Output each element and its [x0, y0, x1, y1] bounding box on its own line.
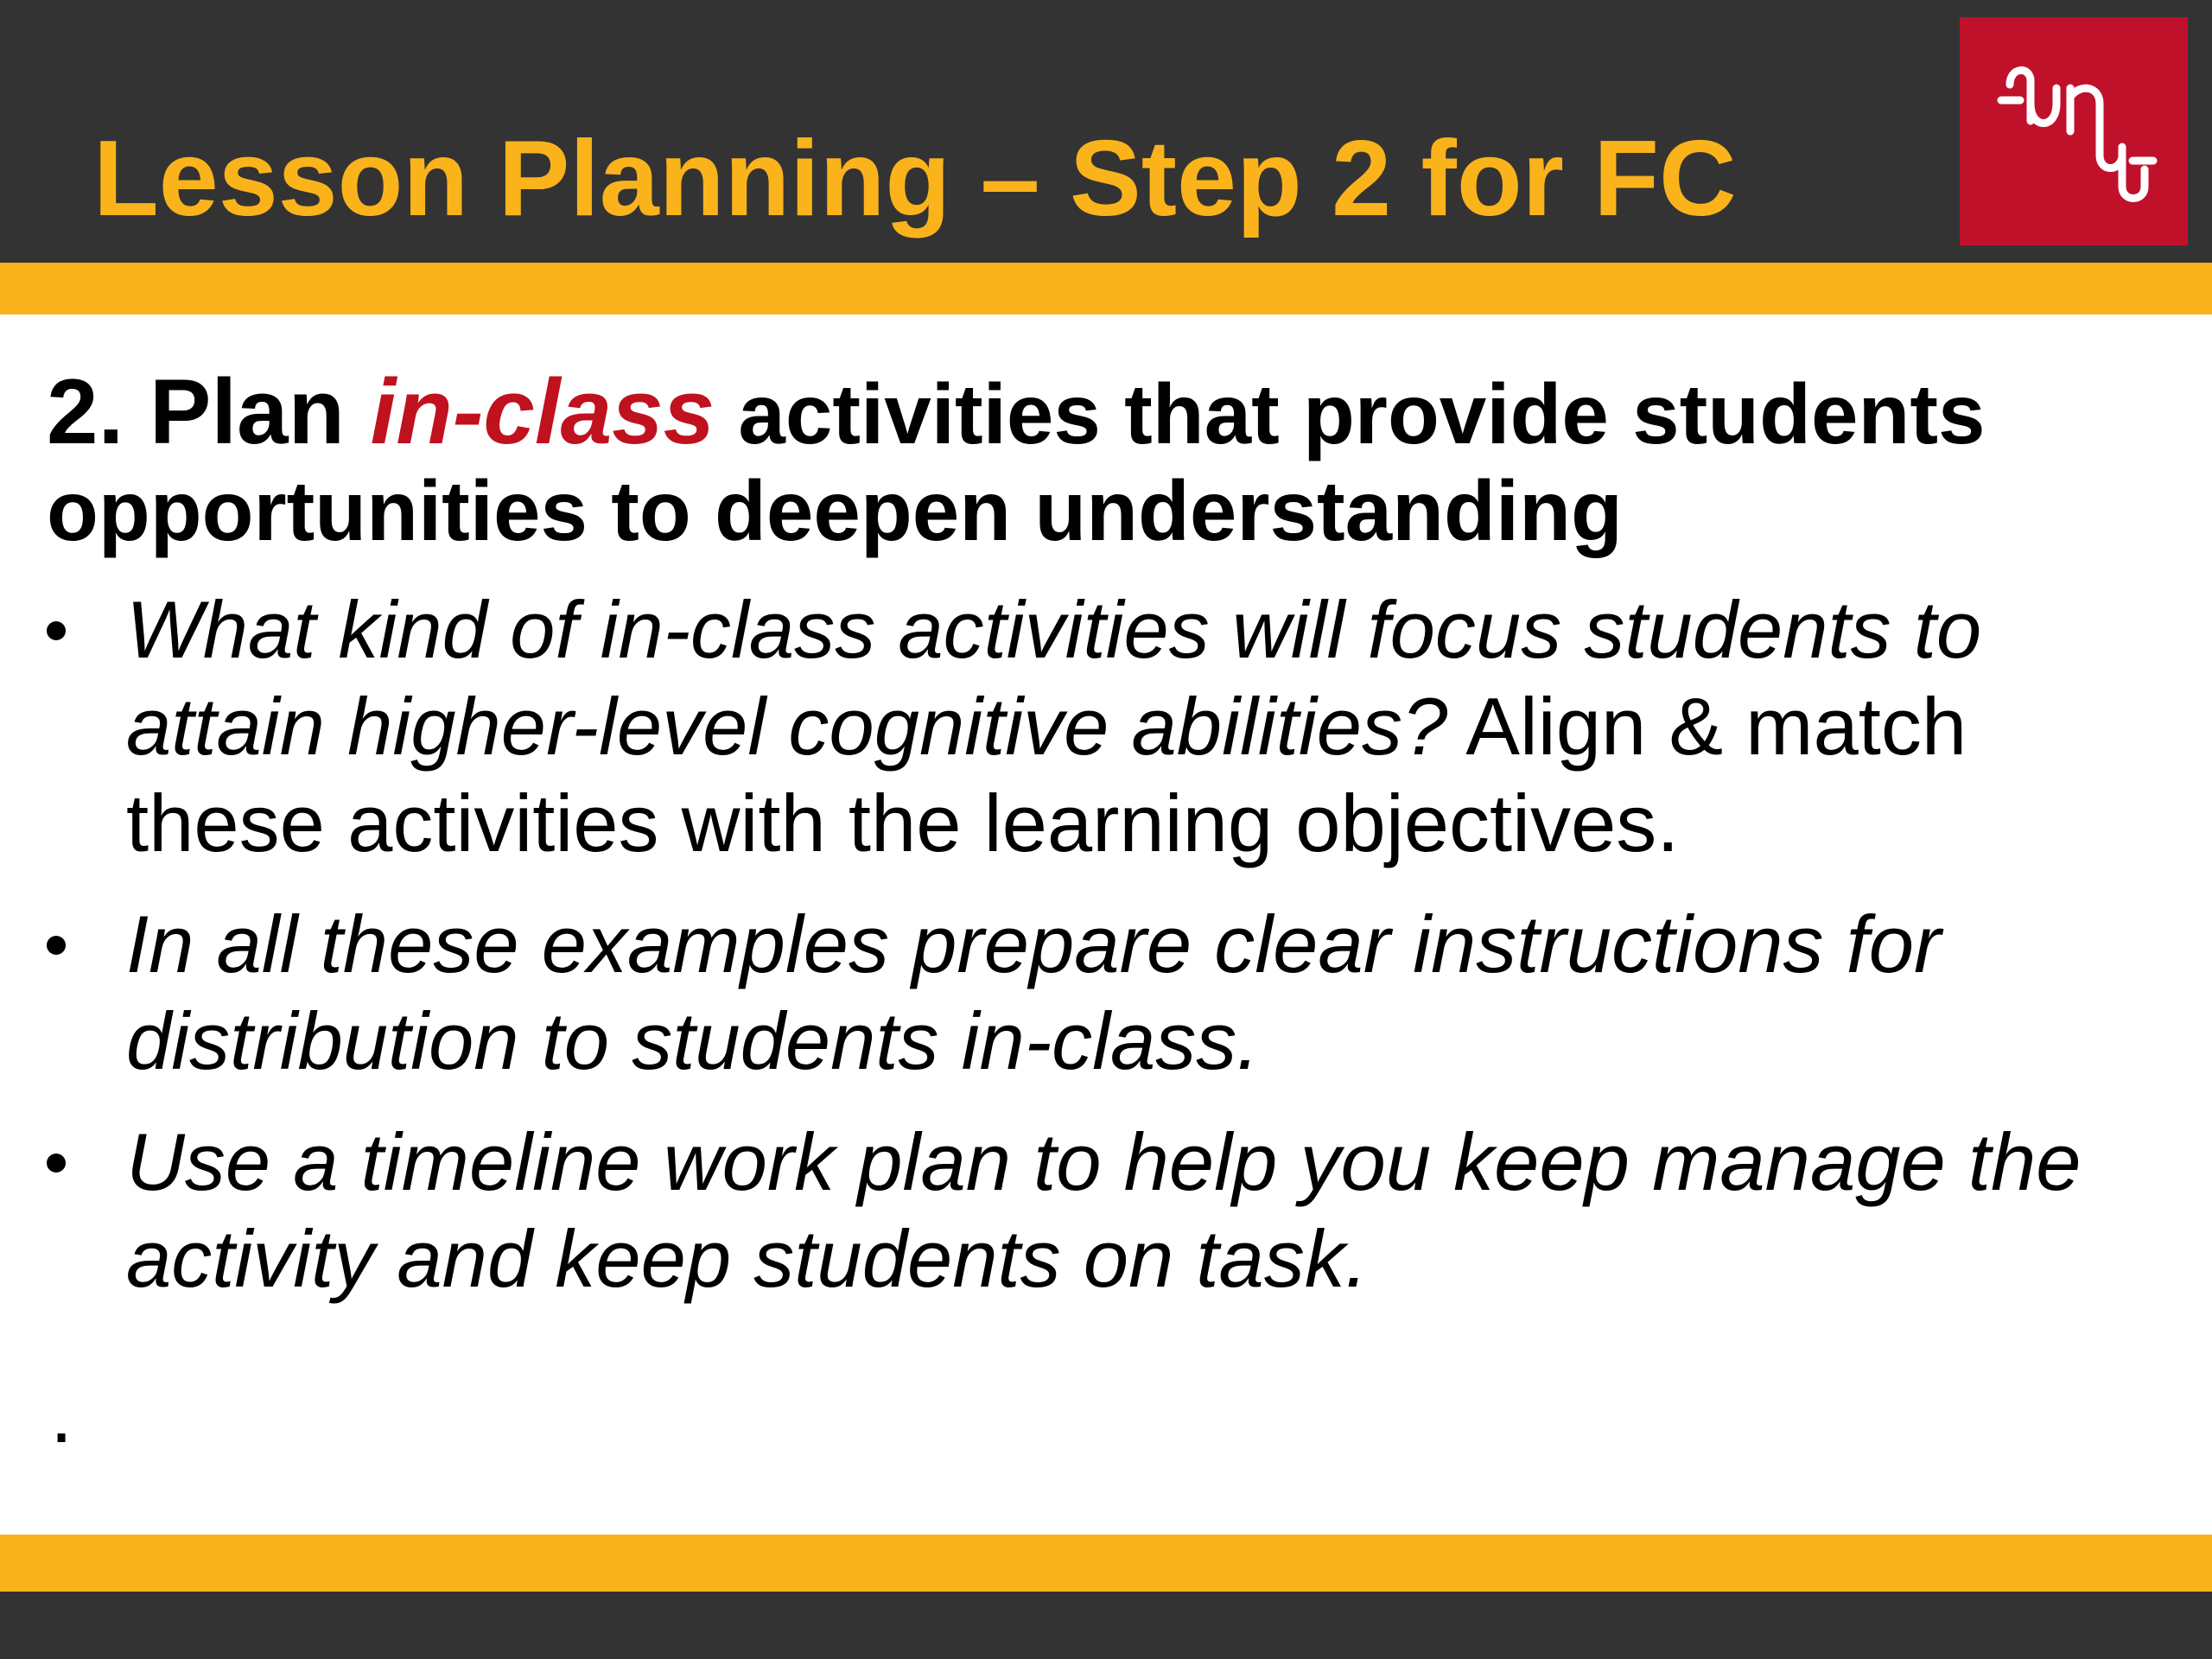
trailing-mark: . [50, 1369, 73, 1459]
slide-title: Lesson Planning – Step 2 for FC [93, 119, 1737, 238]
footer-bar [0, 1592, 2212, 1659]
bullet-italic-text: In all these examples prepare clear instructions for distribution to students in-class. [126, 899, 1942, 1086]
bullet-dot-icon [47, 1154, 66, 1173]
bullet-dot-icon [47, 936, 66, 955]
content-area [47, 359, 2155, 1332]
header-accent-stripe [0, 263, 2212, 315]
heading-suffix: activities that provide students opportunities to deepen understanding [47, 366, 1986, 558]
bullet-dot-icon [47, 621, 66, 640]
section-heading [47, 359, 2155, 559]
footer-accent-stripe [0, 1535, 2212, 1592]
bullet-item [47, 1114, 2155, 1307]
bullet-item [47, 896, 2155, 1090]
bullet-plain-text: Align & match these activities with the learning objectives. [126, 681, 1967, 868]
bullet-list [47, 582, 2155, 1307]
university-logo-icon [1960, 17, 2188, 245]
heading-prefix: 2. Plan [47, 359, 371, 463]
bullet-italic-text: Use a timeline work plan to help you keep manage the activity and keep students on task. [126, 1116, 2082, 1304]
heading-emphasis: in-class [370, 359, 715, 463]
bullet-item [47, 582, 2155, 872]
bullet-italic-text: What kind of in-class activities will focus students to attain higher-level cognitive abilities? [126, 584, 1982, 772]
